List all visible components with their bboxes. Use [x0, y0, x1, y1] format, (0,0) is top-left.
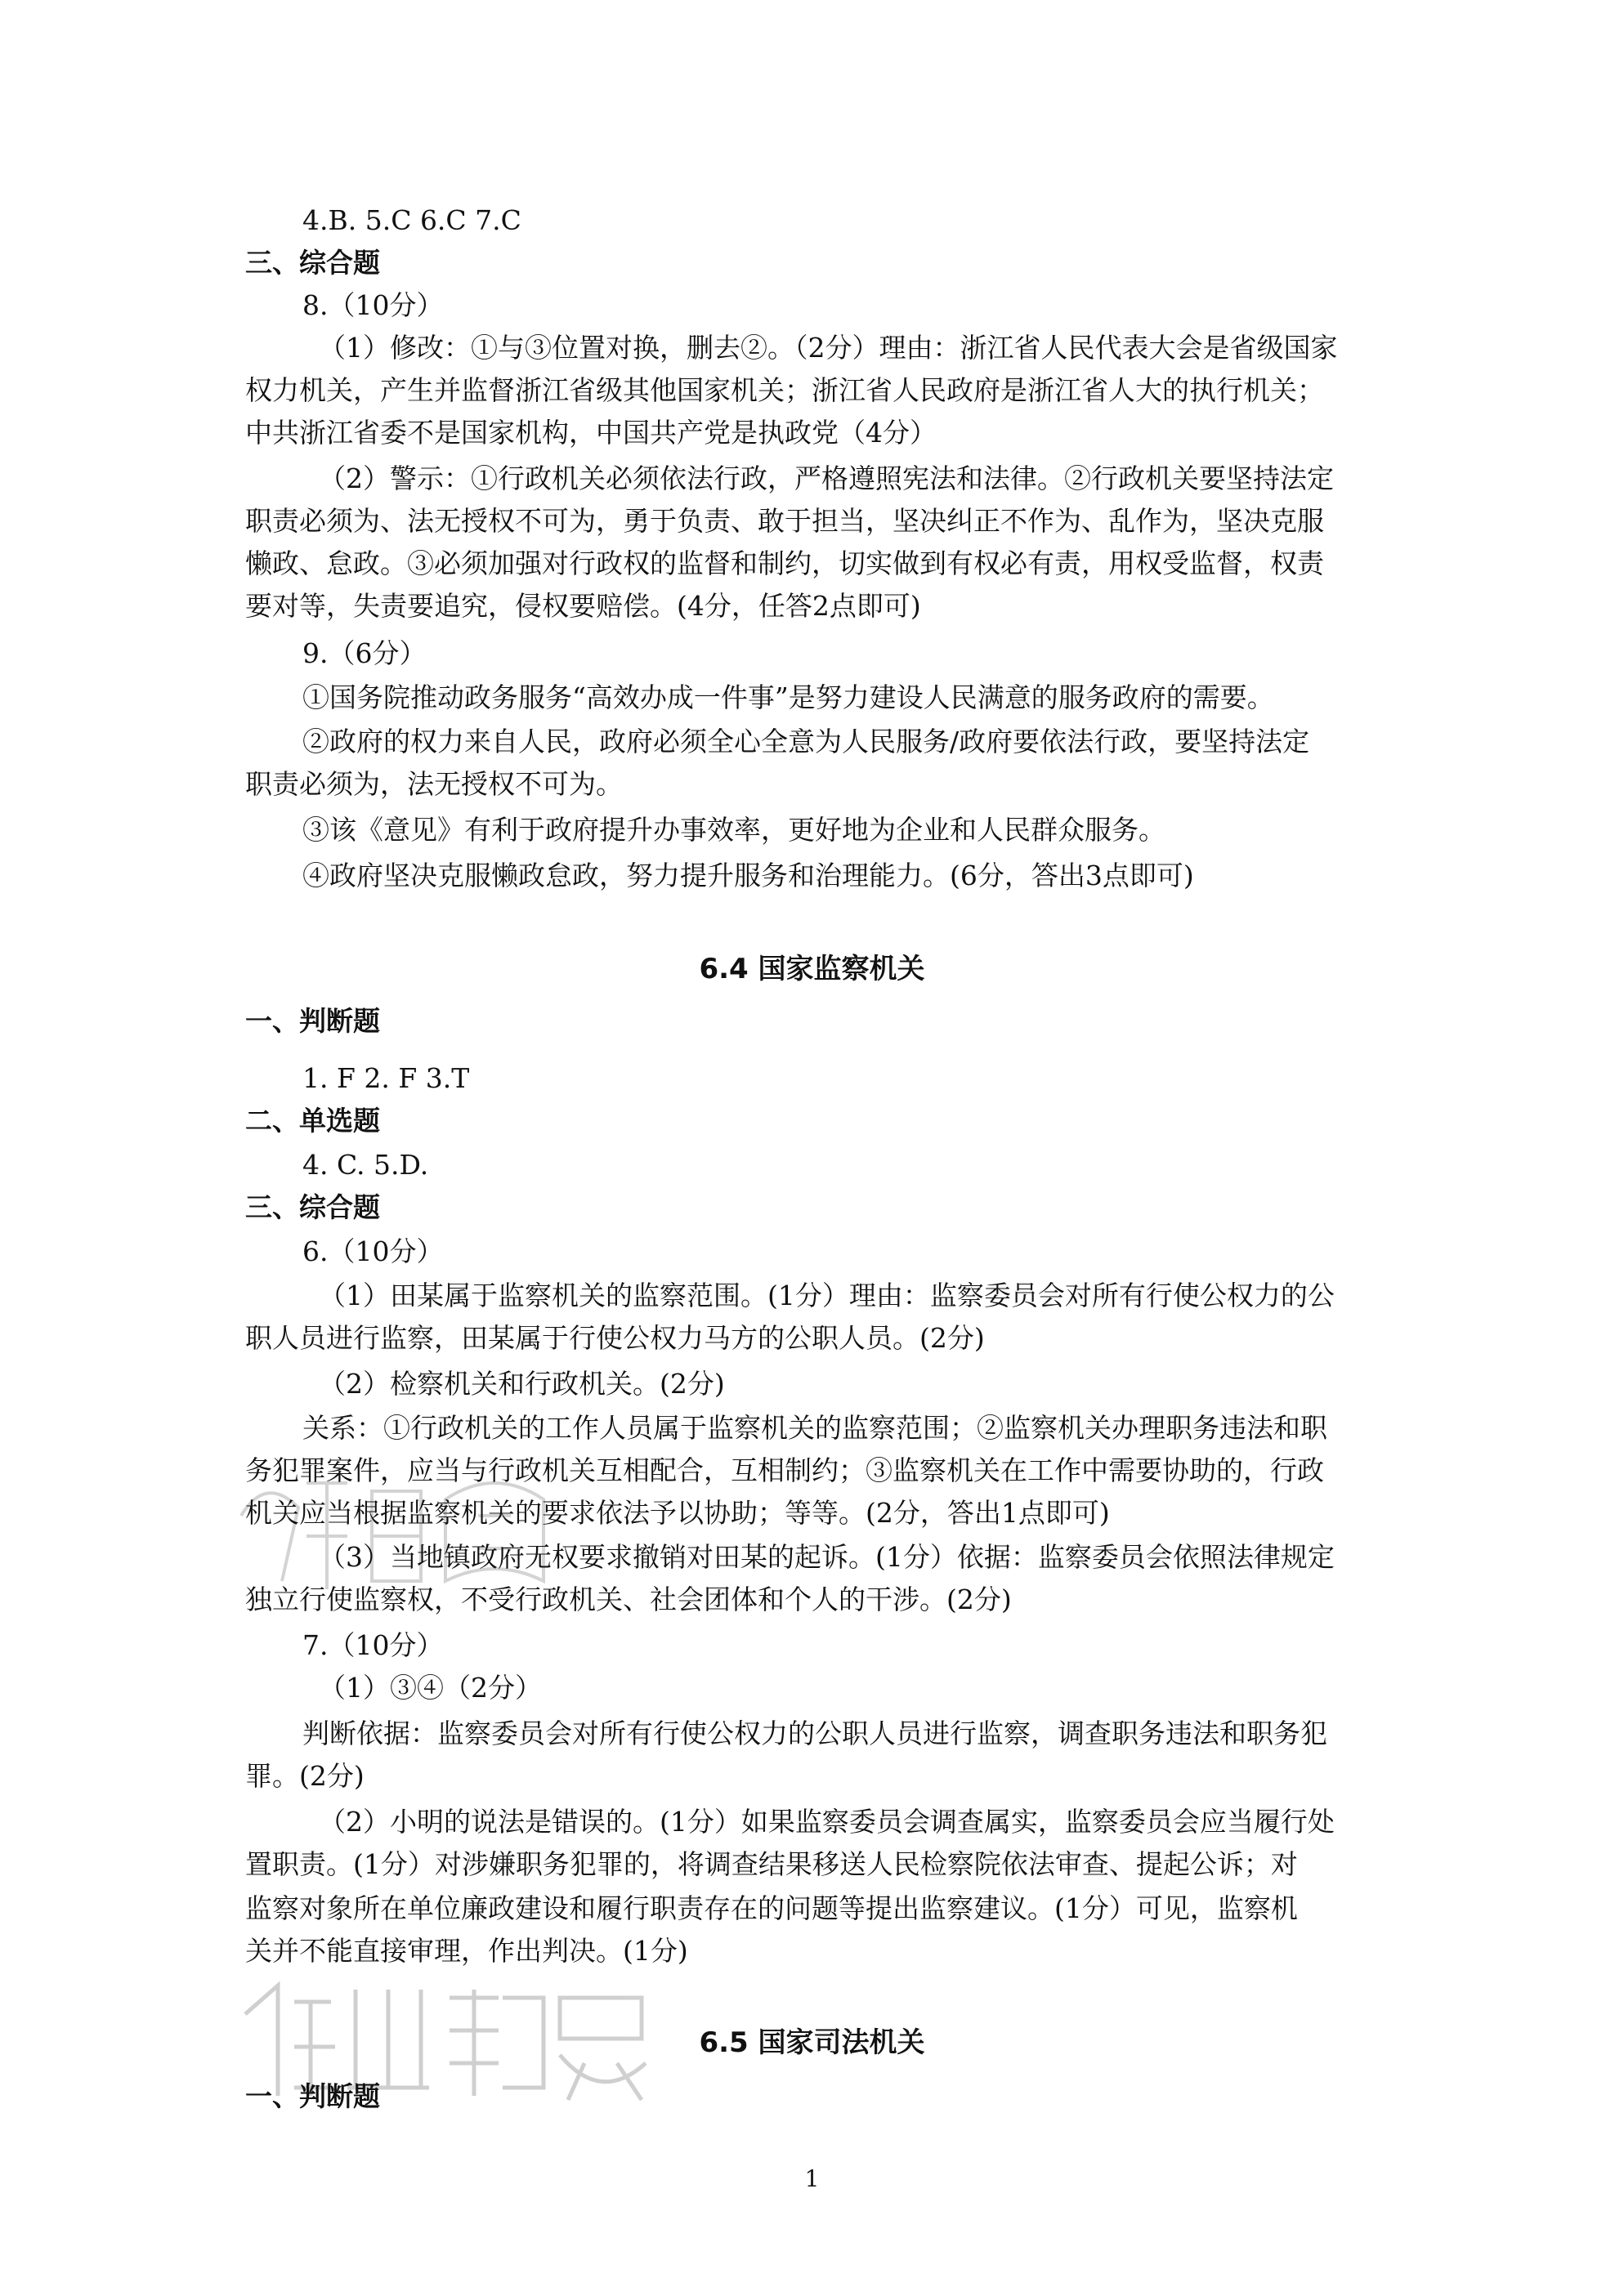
q9-answer4: ④政府坚决克服懒政怠政，努力提升服务和治理能力。(6分，答出3点即可) — [302, 860, 1194, 891]
q6-heading: 6.（10分） — [302, 1235, 444, 1267]
q6-relation-line2: 务犯罪案件，应当与行政机关互相配合，互相制约；③监察机关在工作中需要协助的，行政 — [245, 1454, 1324, 1486]
q7-heading: 7.（10分） — [302, 1629, 444, 1661]
top-answers: 4.B. 5.C 6.C 7.C — [302, 204, 521, 236]
q7-part1: （1）③④（2分） — [319, 1672, 542, 1704]
q6-part3-line2: 独立行使监察权，不受行政机关、社会团体和个人的干涉。(2分) — [245, 1584, 1012, 1615]
q9-answer3: ③该《意见》有利于政府提升办事效率，更好地为企业和人民群众服务。 — [302, 814, 1165, 846]
q8-part1-line1: （1）修改：①与③位置对换，删去②。（2分）理由：浙江省人民代表大会是省级国家 — [319, 332, 1338, 364]
q8-heading: 8.（10分） — [302, 289, 444, 321]
s65-judge-heading: 一、判断题 — [245, 2080, 380, 2112]
q7-part2-line3: 监察对象所在单位廉政建设和履行职责存在的问题等提出监察建议。(1分）可见，监察机 — [245, 1892, 1298, 1924]
s64-comprehensive-heading: 三、综合题 — [245, 1191, 380, 1223]
q6-part1-line2: 职人员进行监察，田某属于行使公权力马方的公职人员。(2分) — [245, 1322, 985, 1354]
q9-answer1: ①国务院推动政务服务“高效办成一件事”是努力建设人民满意的服务政府的需要。 — [302, 681, 1274, 713]
section-title-6-4: 6.4 国家监察机关 — [699, 953, 925, 985]
q9-answer2-line2: 职责必须为，法无授权不可为。 — [245, 768, 623, 800]
q6-relation-line3: 机关应当根据监察机关的要求依法予以协助；等等。(2分，答出1点即可) — [245, 1497, 1110, 1529]
q8-part1-line2: 权力机关，产生并监督浙江省级其他国家机关；浙江省人民政府是浙江省人大的执行机关； — [245, 374, 1324, 406]
q7-part2-line1: （2）小明的说法是错误的。(1分）如果监察委员会调查属实，监察委员会应当履行处 — [319, 1806, 1335, 1838]
section-title-6-5: 6.5 国家司法机关 — [699, 2026, 925, 2059]
s64-judge-answers: 1. F 2. F 3.T — [302, 1062, 470, 1094]
q6-part2: （2）检察机关和行政机关。(2分) — [319, 1368, 725, 1400]
section-heading-comprehensive: 三、综合题 — [245, 247, 380, 279]
q6-part1-line1: （1）田某属于监察机关的监察范围。(1分）理由：监察委员会对所有行使公权力的公 — [319, 1280, 1335, 1311]
q7-basis-line2: 罪。(2分) — [245, 1760, 365, 1792]
q7-part2-line2: 置职责。(1分）对涉嫌职务犯罪的，将调查结果移送人民检察院依法审查、提起公诉；对 — [245, 1848, 1298, 1880]
q8-part1-line3: 中共浙江省委不是国家机构，中国共产党是执政党（4分） — [245, 417, 937, 449]
q6-relation-line1: 关系：①行政机关的工作人员属于监察机关的监察范围；②监察机关办理职务违法和职 — [302, 1412, 1327, 1444]
s64-single-answers: 4. C. 5.D. — [302, 1149, 429, 1181]
q6-part3-line1: （3）当地镇政府无权要求撤销对田某的起诉。(1分）依据：监察委员会依照法律规定 — [319, 1541, 1335, 1573]
q9-heading: 9.（6分） — [302, 637, 427, 669]
q9-answer2-line1: ②政府的权力来自人民，政府必须全心全意为人民服务/政府要依法行政，要坚持法定 — [302, 726, 1310, 757]
page-number: 1 — [804, 2165, 820, 2192]
q8-part2-line2: 职责必须为、法无授权不可为，勇于负责、敢于担当，坚决纠正不作为、乱作为，坚决克服 — [245, 505, 1324, 537]
s64-judge-heading: 一、判断题 — [245, 1005, 380, 1037]
q7-basis-line1: 判断依据：监察委员会对所有行使公权力的公职人员进行监察，调查职务违法和职务犯 — [302, 1718, 1327, 1749]
q8-part2-line1: （2）警示：①行政机关必须依法行政，严格遵照宪法和法律。②行政机关要坚持法定 — [319, 462, 1334, 494]
q8-part2-line4: 要对等，失责要追究，侵权要赔偿。(4分，任答2点即可) — [245, 590, 921, 622]
q7-part2-line4: 关并不能直接审理，作出判决。(1分) — [245, 1935, 688, 1967]
q8-part2-line3: 懒政、怠政。③必须加强对行政权的监督和制约，切实做到有权必有责，用权受监督，权责 — [245, 547, 1324, 579]
s64-single-heading: 二、单选题 — [245, 1105, 380, 1137]
